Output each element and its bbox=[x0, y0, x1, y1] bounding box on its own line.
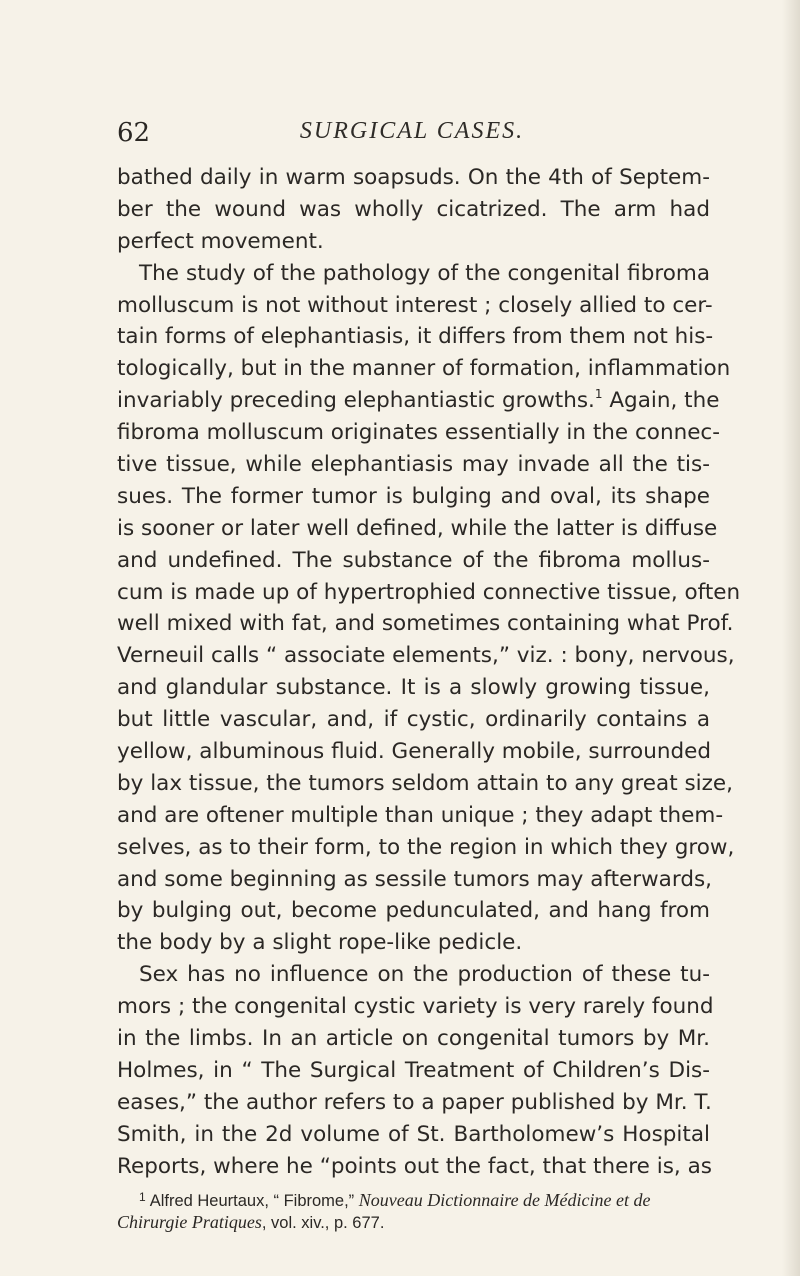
text-line: mors ; the congenital cystic variety is very rarely found bbox=[117, 994, 714, 1020]
footnote-text: , vol. xiv., p. 677. bbox=[261, 1214, 385, 1232]
text-line: molluscum is not without interest ; closely allied to cer- bbox=[117, 292, 713, 318]
footnote-line bbox=[117, 1187, 712, 1212]
footnote-line bbox=[117, 1212, 712, 1234]
text-line: Reports, where he “points out the fact, that there is, as bbox=[117, 1153, 712, 1179]
text-line: eases,” the author refers to a paper published by Mr. T. bbox=[117, 1089, 712, 1115]
text-line: bathed daily in warm soapsuds. On the 4th of Septem- bbox=[117, 165, 710, 190]
text-line: by lax tissue, the tumors seldom attain to any great size, bbox=[117, 770, 733, 796]
footnote-marker: 1 bbox=[139, 1190, 146, 1204]
page-number: 62 bbox=[117, 118, 151, 148]
footnote-reference: 1 bbox=[594, 387, 603, 402]
footnote-title: Nouveau Dictionnaire de Médicine et de bbox=[358, 1190, 651, 1210]
page-header bbox=[117, 118, 707, 148]
text-line: Verneuil calls “ associate elements,” viz. : bony, nervous, bbox=[117, 643, 735, 669]
text-line: well mixed with fat, and sometimes containing what Prof. bbox=[117, 611, 734, 637]
text-line: but little vascular, and, if cystic, ordinarily contains a bbox=[117, 707, 710, 733]
text-line: tain forms of elephantiasis, it differs from them not his- bbox=[117, 324, 714, 350]
text-line: Smith, in the 2d volume of St. Bartholomew’s Hospital bbox=[117, 1121, 710, 1147]
text-segment: Again, the bbox=[602, 388, 720, 414]
text-line: selves, as to their form, to the region in which they grow, bbox=[117, 834, 735, 860]
text-line-with-footnote bbox=[117, 385, 720, 417]
text-segment: invariably preceding elephantiastic growths. bbox=[117, 388, 595, 414]
text-line: fibroma molluscum originates essentially in the connec- bbox=[117, 420, 720, 446]
text-line: perfect movement. bbox=[117, 228, 324, 254]
text-line: ber the wound was wholly cicatrized. The arm had bbox=[117, 196, 710, 222]
footnote bbox=[117, 1187, 712, 1234]
text-line: yellow, albuminous fluid. Generally mobile, surrounded bbox=[117, 739, 711, 765]
body-text bbox=[117, 162, 741, 1183]
text-line: in the limbs. In an article on congenital tumors by Mr. bbox=[117, 1026, 710, 1052]
text-line: and some beginning as sessile tumors may afterwards, bbox=[117, 866, 712, 892]
page-edge-shadow bbox=[782, 0, 800, 1276]
text-line: sues. The former tumor is bulging and oval, its shape bbox=[117, 483, 710, 509]
text-line: by bulging out, become pedunculated, and hang from bbox=[117, 898, 710, 924]
text-line: tive tissue, while elephantiasis may invade all the tis- bbox=[117, 452, 710, 478]
text-line: Sex has no influence on the production of these tu- bbox=[139, 962, 710, 988]
text-line: tologically, but in the manner of formation, inflammation bbox=[117, 356, 731, 382]
text-line: and undefined. The substance of the fibroma mollus- bbox=[117, 547, 710, 573]
text-line: is sooner or later well defined, while the latter is diffuse bbox=[117, 515, 718, 541]
running-title: SURGICAL CASES. bbox=[299, 118, 525, 144]
text-line: The study of the pathology of the congenital fibroma bbox=[139, 260, 710, 286]
text-line: Holmes, in “ The Surgical Treatment of Children’s Dis- bbox=[117, 1057, 710, 1083]
text-line: the body by a slight rope-like pedicle. bbox=[117, 930, 523, 956]
text-line: and are oftener multiple than unique ; they adapt them- bbox=[117, 802, 724, 828]
text-line: and glandular substance. It is a slowly growing tissue, bbox=[117, 675, 710, 701]
footnote-title: Chirurgie Pratiques bbox=[117, 1212, 262, 1232]
text-line: cum is made up of hypertrophied connective tissue, often bbox=[117, 579, 741, 605]
footnote-text: Alfred Heurtaux, “ Fibrome,” bbox=[149, 1192, 359, 1210]
